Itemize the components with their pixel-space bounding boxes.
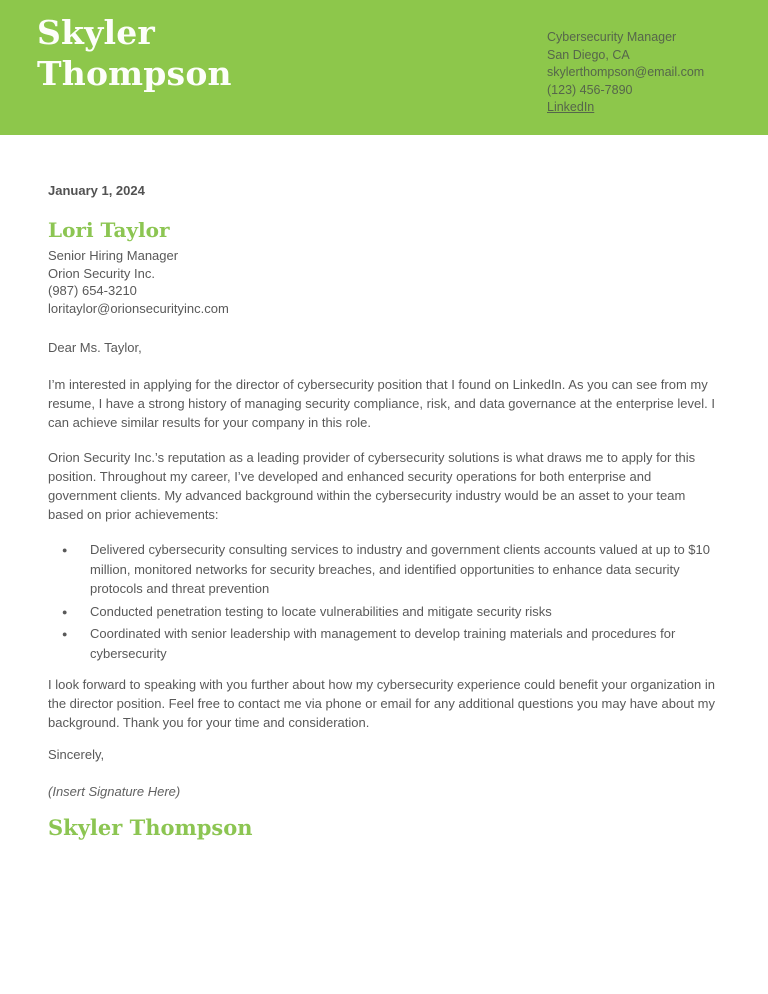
achievement-item: ● Delivered cybersecurity consulting services to industry and government clients accounts valued at up to $10 million, monitored networks for security breaches, and identified opportunities to enhance data security protocols and threat prevention — [48, 540, 720, 599]
signature-placeholder: (Insert Signature Here) — [48, 784, 181, 799]
header-contact-block — [547, 29, 704, 117]
achievement-list — [48, 540, 720, 663]
closing-paragraph: I look forward to speaking with you further about how my cybersecurity experience could benefit your organization in the director position. Feel free to contact me via phone or email for any additional questions you may have about my background. Thank you for your time and consideration. — [48, 677, 715, 730]
applicant-name — [37, 12, 232, 94]
applicant-email: skylerthompson@email.com — [547, 65, 705, 79]
letter-body — [0, 135, 768, 841]
recipient-details — [48, 247, 720, 317]
linkedin-link[interactable]: LinkedIn — [547, 100, 595, 114]
sign-off: Sincerely, — [48, 747, 105, 762]
recipient-phone: (987) 654-3210 — [48, 283, 137, 298]
letter-paragraph: Orion Security Inc.’s reputation as a leading provider of cybersecurity solutions is what draws me to apply for this position. Throughout my career, I’ve developed and enhanced security operations for both enterprise and government clients. My advanced background within the cybersecurity industry would be an asset to your team based on prior achievements: — [48, 450, 696, 522]
achievement-item: ● Coordinated with senior leadership with management to develop training materials and procedures for cybersecurity — [48, 624, 720, 663]
signature-name: Skyler Thompson — [48, 815, 253, 840]
letter-date: January 1, 2024 — [48, 183, 145, 198]
achievement-item: ● Conducted penetration testing to locate vulnerabilities and mitigate security risks — [48, 602, 720, 622]
applicant-name-line1: Skyler — [37, 13, 155, 52]
recipient-company: Orion Security Inc. — [48, 265, 155, 281]
applicant-location: San Diego, CA — [547, 47, 630, 62]
recipient-email: loritaylor@orionsecurityinc.com — [48, 300, 229, 316]
recipient-name: Lori Taylor — [48, 218, 170, 242]
salutation: Dear Ms. Taylor, — [48, 340, 142, 355]
recipient-title: Senior Hiring Manager — [48, 248, 179, 263]
applicant-name-line2: Thompson — [37, 54, 232, 93]
letter-paragraph: I’m interested in applying for the director of cybersecurity position that I found on LinkedIn. As you can see from my resume, I have a strong history of managing security compliance, risk, and data governance at the enterprise level. I can achieve similar results for your company in this role. — [48, 377, 715, 430]
header-band — [0, 0, 768, 135]
applicant-job-title: Cybersecurity Manager — [547, 30, 677, 44]
applicant-phone: (123) 456-7890 — [547, 82, 633, 97]
